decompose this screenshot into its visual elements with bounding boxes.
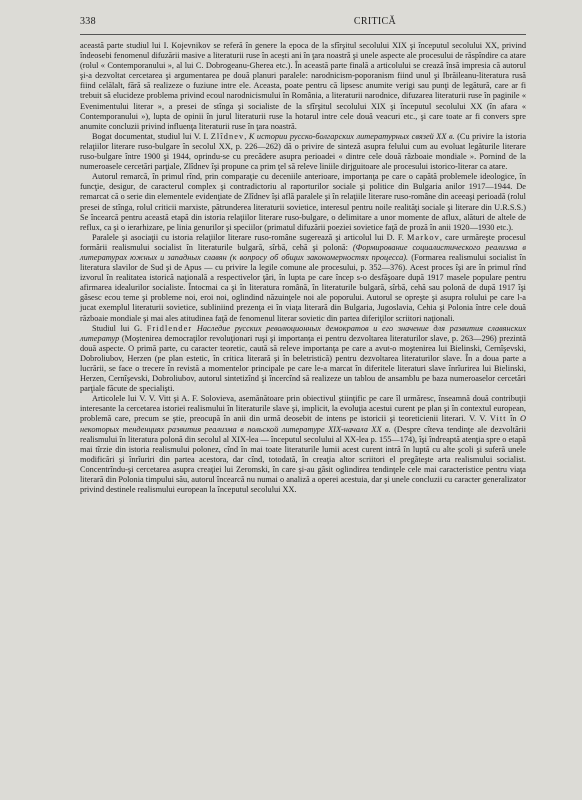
- text-run: în: [506, 414, 520, 424]
- text-run: Autorul remarcă, în primul rînd, prin comparaţie cu deceniile anterioare, importanţa pe care o capătă problemele ideologice, în funcţie, desigur, de caracterul complex şi contradictoriu al raporturilor sociale şi politice din Bulgaria anilor 1917—1944. De remarcat că o serie din elementele evidenţiate de Zlîdnev își află paralele şi în relaţiile literare ruso-române din aceeaşi perioadă (rolul presei de stînga, rolul criticii marxiste, pătrunderea literaturii sovietice, interesul pentru noile realităţi sociale şi literare din U.R.S.S.) Se încearcă pentru această etapă din istoria relaţiilor literare ruso-bulgare, o delimitare a unor momente de aflux, alături de altele de reflux, ca şi o ierarhizare, pe linia genurilor şi speciilor (primatul difuzării poeziei sovietice faţă de proză în anii 1920—1930 etc.).: [80, 172, 526, 232]
- text-run: Bogat documentat, studiul lui V. I.: [92, 131, 211, 141]
- text-run: Zlîdnev: [210, 131, 245, 141]
- text-run: (Формирование социалистического реализма в литературах южных и западных славян (к вопросу об общих закономерностях процесса).: [80, 242, 526, 262]
- text-run: Studiul lui G.: [92, 323, 147, 333]
- paragraph: [80, 394, 526, 495]
- text-run: Наследие русских революционных демократов и его значение для развития славянских литератур: [80, 323, 526, 343]
- text-run: К истории русско-болгарских литературных связей ХХ в.: [248, 131, 455, 141]
- text-run: Paralele şi asociaţii cu istoria relaţiilor literare ruso-române sugerează şi articolul lui D. F.: [92, 232, 408, 242]
- paragraph: [80, 233, 526, 324]
- paragraph: [80, 41, 526, 132]
- text-run: ,: [244, 131, 249, 141]
- text-run: Markov: [407, 232, 440, 242]
- text-run: О некоторых тенденциях развития реализма в польской литературе XIX-начала ХХ в.: [80, 414, 526, 434]
- header-rule: [80, 34, 526, 35]
- text-run: Articolele lui V. V. Vitt şi A. F. Solovieva, asemănătoare prin obiectivul ştiinţific pe care îl urmăresc, înseamnă două contribuţii interesante la cercetarea istoriei realismului în literaturile slave şi, implicit, la evoluţia acestui curent pe plan şi în contextul european, problemă care, precum se ştie, preocupă în anii din urmă deosebit de intens pe istoricii şi teoreticienii literari. V. V.: [80, 394, 526, 424]
- body-text: [80, 41, 526, 495]
- running-title: CRITICĂ: [353, 16, 396, 27]
- text-run: (Cu privire la istoria relaţiilor literare ruso-bulgare în secolul XX, p. 226—262) dă o privire de sinteză asupra felului cum au evoluat legăturile literare ruso-bulgare între 1900 şi 1944, oprindu-se cu precădere asupra perioadei « dintre cele două războaie mondiale ». Pornind de la numeroasele cercetări parţiale, Zlîdnev îşi propune ca prim ţel să releve liniile dirjguitoare ale procesului istorico-literar ca atare.: [80, 131, 527, 172]
- text-run: Fridlender: [146, 323, 193, 333]
- text-run: , care urmăreşte procesul formării realismului socialist în literaturile bulgară, sîrbă, cehă şi polonă:: [80, 232, 526, 252]
- paragraph: [80, 132, 526, 172]
- page-number: 338: [80, 16, 96, 27]
- text-run: această parte studiul lui I. Kojevnikov se referă în genere la epoca de la sfîrşitul secolului XIX şi începutul secolului XX, privind îndeosebi fenomenul difuzării masive a literaturii ruse în acești ani în ţara noastră şi unele aspecte ale procesului de răspîndire ca atare (rolul « Contemporanului », al lui C. Dobrogeanu-Gherea etc.). În această parte finală a articolului se crează însă impresia că autorul şi-a dezvoltat cercetarea şi argumentarea pe două planuri paralele: narodnicism-poporanism fiind unul şi Ibrăileanu-literatura rusă fiind celălalt, fără să realizeze o fuziune intre ele. Aceasta, poate pentru că lipsesc anumite verigi sau punţi de legătură, care ar fi trebuit să elucideze problema privind ecoul narodnicismului în România, a literaturii narodnice, difuzarea literaturii ruse în paginile « Evenimentului literar », a presei de stînga şi socialiste de la sfîrşitul secolului XIX şi începutul secolului XX (în afara « Contemporanului »), lupta de opinii în jurul literaturii ruse la hotarul intre cele două veacuri etc., şi care toate ar fi convers spre anumite concluzii privind influenţa literaturii ruse în ţara noastră.: [80, 41, 526, 131]
- text-run: (Formarea realismului socialist în literatura slavilor de Sud şi de Apus — cu privire la legile comune ale procesului, p. 352—376). Acest proces îşi are în primul rînd izvorul în realitatea istorică naţională a respectivelor ţări, în lupta pe care încep s-o desfăşoare după 1917 masele populare pentru afirmarea idealurilor socialiste. Întocmai ca şi în literatura română, în literaturile bulgară, sîrbă, cehă sau polonă de după 1917 îşi găsesc ecou teme şi probleme noi, eroi noi, oglindind năzuinţele noi ale poporului. Autorul se opreşte şi asupra rolului pe care l-a jucat exemplul literaturii sovietice, subliniind prezenţa ei în viaţa literară din Bulgaria, Jugoslavia, Cehia şi Polonia între cele două războaie mondiale şi mai ales atitudinea faţă de fenomenul literar sovietic din partea diferiţilor scriitori naţionali.: [80, 252, 526, 323]
- paragraph: [80, 172, 526, 233]
- text-run: (Despre cîteva tendinţe ale dezvoltării realismului în literatura polonă din secolul al XIX-lea — începutul secolului al XX-lea p. 155—174), îşi îndreaptă atenţia spre o etapă mai tîrzie din istoria realismului polonez, cînd în mai toate literaturile lumii acest curent intră în luptă cu alte şcoli şi suferă unele modificări şi înrîuriri din partea acestora, dar cînd, totodată, în creaţia altor scriitori el pregăteşte arta realismului socialist. Concentrîndu-şi cercetarea asupra creaţiei lui Zeromski, în care şi-au găsit oglindirea tendinţele cele mai caracteristice pentru viaţa literară din Polonia timpului său, autorul încearcă nu numai o analiză a operei acestuia, dar şi unele concluzii cu caracter generalizator privind destinele realismului european la începutul secolului XX.: [80, 424, 526, 495]
- running-head: [80, 16, 526, 28]
- paragraph: [80, 324, 526, 395]
- text-run: (Moştenirea democraţilor revoluţionari ruşi şi importanţa ei pentru dezvoltarea literaturilor slave, p. 263—296) prezintă două aspecte. O primă parte, cu caracter teoretic, caută să releve importanţa pe care a avut-o moştenirea lui Bielinski, Cernîşevski, Dobroliubov, Herzen (pe plan estetic, în critica literară şi în beletristică) pentru dezvoltarea literaturilor slave. În a doua parte a lucrării, se face o trecere în revistă a momentelor principale pe care le-a marcat în diferitele literaturi slave înrîurirea lui Bielinski, Herzen, Cernîşevski, Dobroliubov, autorul sintetizînd şi încercînd să realizeze un tablou de ansamblu pe baza numeroaselor cercetări parţiale făcute de specialişti.: [80, 333, 526, 394]
- text-run: Vitt: [489, 414, 507, 424]
